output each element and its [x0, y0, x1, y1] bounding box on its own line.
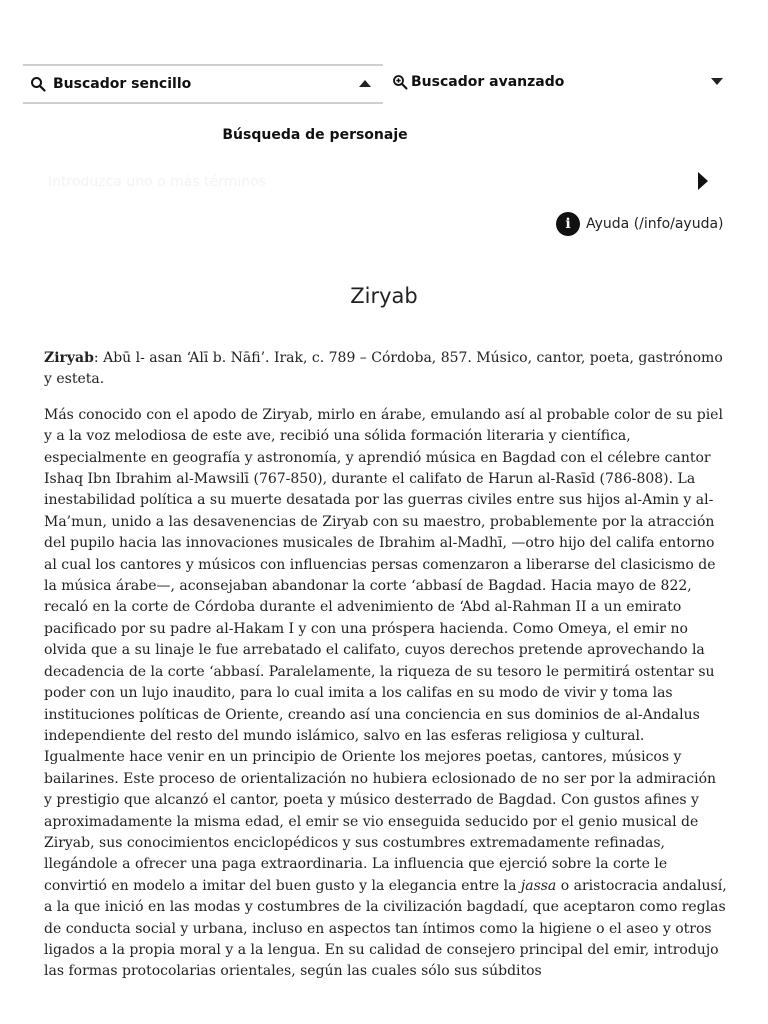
article-text-part2: o aristocracia andalusí, a la que inició en las modas y costumbres de la civilización bagdadí, que aceptaron como reglas de conducta social y urbana, incluso en aspectos tan íntimos como la higiene o el aseo y otros ligados a la propia moral y a la lengua. En su calidad de consejero principal del emir, introdujo las formas protocolarias orientales, según las cuales sólo sus súbditos	[44, 877, 727, 980]
page-title: Ziryab	[350, 284, 418, 308]
tab-advanced-search[interactable]	[391, 64, 737, 100]
chevron-down-icon[interactable]	[711, 78, 723, 85]
tab-simple-search-label: Buscador sencillo	[53, 76, 192, 92]
search-input[interactable]	[46, 166, 680, 198]
article-text-part1: Más conocido con el apodo de Ziryab, mirlo en árabe, emulando así al probable color de su piel y a la voz melodiosa de este ave, recibió una sólida formación literaria y científica, especialmente en geografía y astronomía, y aprendió música en Bagdad con el célebre cantor Ishaq Ibn Ibrahim al-Mawsilī (767-850), durante el califato de Harun al-Rasīd (786-808). La inestabilidad política a su muerte desatada por las guerras civiles entre sus hijos al-Amin y al-Ma’mun, unido a las desavenencias de Ziryab con su maestro, probablemente por la atracción del pupilo hacia las innovaciones musicales de Ibrahim al-Madhī, —otro hijo del califa entorno al cual los cantores y músicos con influencias persas comenzaron a liberarse del clasicismo de la música árabe—, aconsejaban abandonar la corte ‘abbasí de Bagdad. Hacia mayo de 822, recaló en la corte de Córdoba durante el advenimiento de ‘Abd al-Rahman II a un emirato pacificado por su padre al-Hakam I y con una próspera hacienda. Como Omeya, el emir no olvida que a su linaje le fue arrebatado el califato, cuyos derechos pretende aprovechando la decadencia de la corte ‘abbasí. Paralelamente, la riqueza de su tesoro le permitirá ostentar su poder con un lujo inaudito, para lo cual imita a los califas en su modo de vivir y toma las instituciones políticas de Oriente, creando así una conciencia en sus dominios de al-Andalus independiente del resto del mundo islámico, salvo en las esferas religiosa y cultural. Igualmente hace venir en un principio de Oriente los mejores poetas, cantores, músicos y bailarines. Este proceso de orientalización no hubiera eclosionado de no ser por la admiración y prestigio que alcanzó el cantor, poeta y músico desterrado de Bagdad. Con gustos afines y aproximadamente la misma edad, el emir se vio enseguida seducido por el genio musical de Ziryab, sus conocimientos enciclopédicos y sus costumbres extremadamente refinadas, llegándole a ofrecer una paga extraordinaria. La influencia que ejerció sobre la corte le convirtió en modelo a imitar del buen gusto y la elegancia entre la	[44, 406, 723, 894]
article-body	[44, 348, 728, 997]
article-text-italic: jassa	[520, 877, 557, 894]
article-intro-text: : Abū l- asan ‘Alī b. Nāfi’. Irak, c. 789 – Córdoba, 857. Músico, cantor, poeta, gastrónomo y esteta.	[44, 350, 723, 388]
zoom-in-icon	[391, 73, 409, 91]
play-arrow-icon	[698, 172, 708, 190]
info-icon: i	[556, 212, 580, 236]
article-intro-name: Ziryab	[44, 350, 94, 366]
article-paragraph	[44, 405, 728, 983]
tab-simple-search[interactable]	[23, 64, 383, 104]
search-submit-button[interactable]	[692, 170, 714, 192]
chevron-up-icon[interactable]	[359, 80, 371, 87]
help-link[interactable]	[556, 211, 724, 237]
help-link-label: Ayuda (/info/ayuda)	[586, 216, 724, 232]
search-icon	[29, 75, 47, 93]
article-intro	[44, 348, 728, 391]
search-tabs	[23, 64, 745, 102]
search-section-label: Búsqueda de personaje	[222, 127, 408, 143]
tab-advanced-search-label: Buscador avanzado	[411, 74, 565, 90]
